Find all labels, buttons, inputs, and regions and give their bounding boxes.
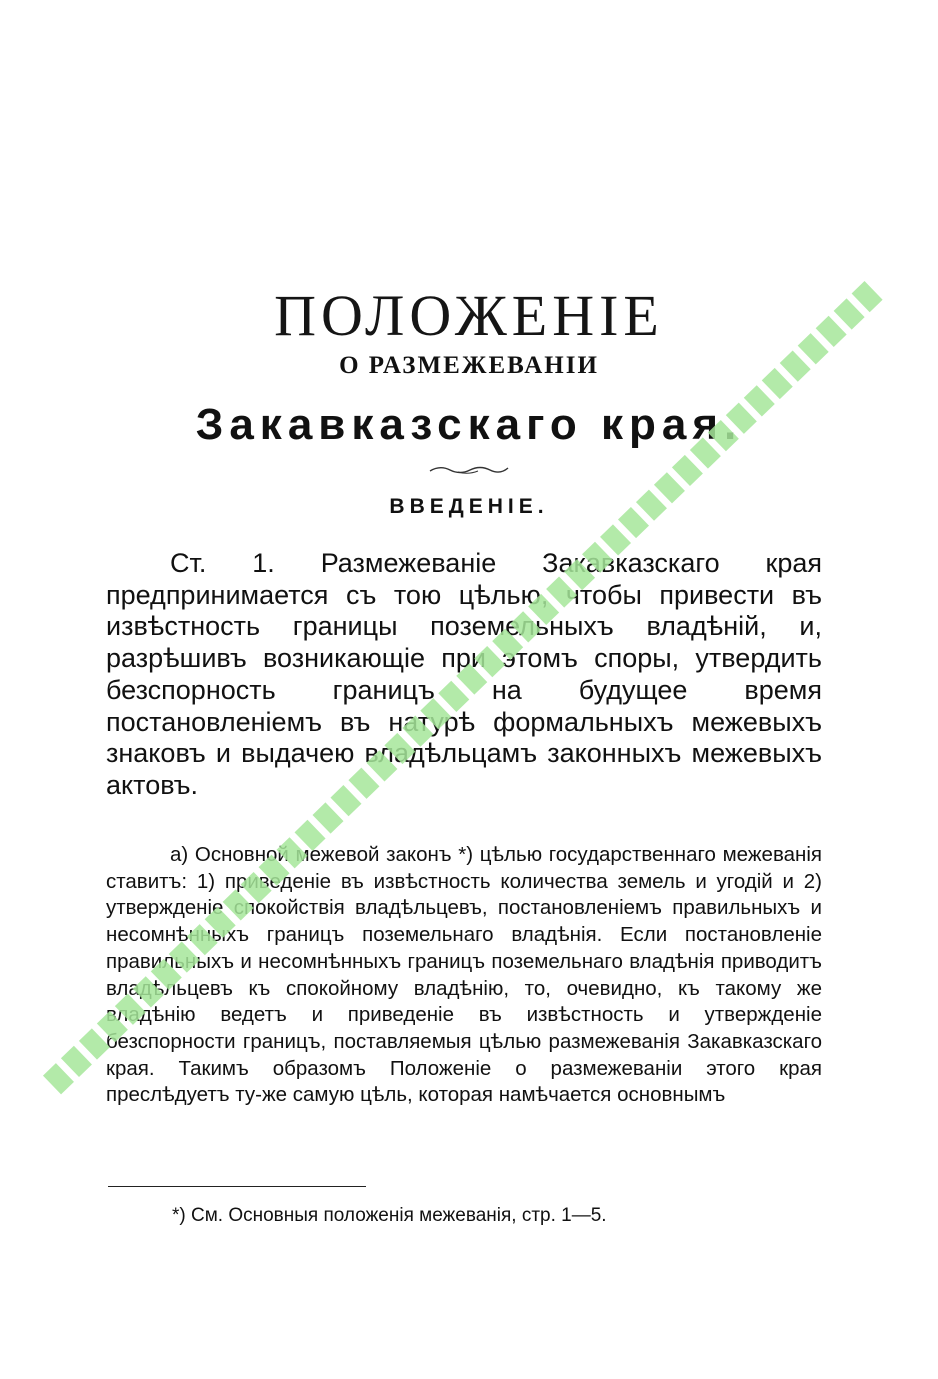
- footnote: *) См. Основныя положенiя межеванiя, стр. 1—5.: [172, 1205, 607, 1226]
- footnote-divider: [108, 1186, 366, 1187]
- page-subtitle: О РАЗМЕЖЕВАНІИ: [339, 352, 599, 379]
- article-1-paragraph: Ст. 1. Размежеванiе Закавказскаго края предпринимается съ тою цѣлью, чтобы привести въ извѣстность границы поземельныхъ владѣнiй, и, разрѣшивъ возникающiе при этомъ споры, утвердить безспорность границъ на будущее время постановленiемъ въ натурѣ формальныхъ межевыхъ знаковъ и выдачею владѣльцамъ законныхъ межевыхъ актовъ.: [106, 548, 822, 800]
- ornament-divider: [428, 462, 510, 476]
- section-heading: ВВЕДЕНІЕ.: [389, 495, 549, 518]
- region-title: Закавказскаго края.: [195, 400, 743, 449]
- note-a-paragraph: а) Основной межевой законъ *) цѣлью государственнаго межеванiя ставитъ: 1) приведенiе въ извѣстность количества земель и угодiй и 2) утвержденiе спокойствiя владѣльцевъ, постановленiемъ правильныхъ и несомнѣнныхъ границъ поземельнаго владѣнiя. Если постановленiе правильныхъ и несомнѣнныхъ границъ поземельнаго владѣнiя приводитъ владѣльцевъ къ спокойному владѣнiю, то, очевидно, къ такому же владѣнiю ведетъ и приведенiе въ извѣстность и утвержденiе безспорности границъ, поставляемыя цѣлью размежеванiя Закавказскаго края. Такимъ образомъ Положенiе о размежеванiи этого края преслѣдуетъ ту-же самую цѣль, которая намѣчается основнымъ: [106, 843, 822, 1107]
- page-title: ПОЛОЖЕНІЕ: [274, 283, 664, 348]
